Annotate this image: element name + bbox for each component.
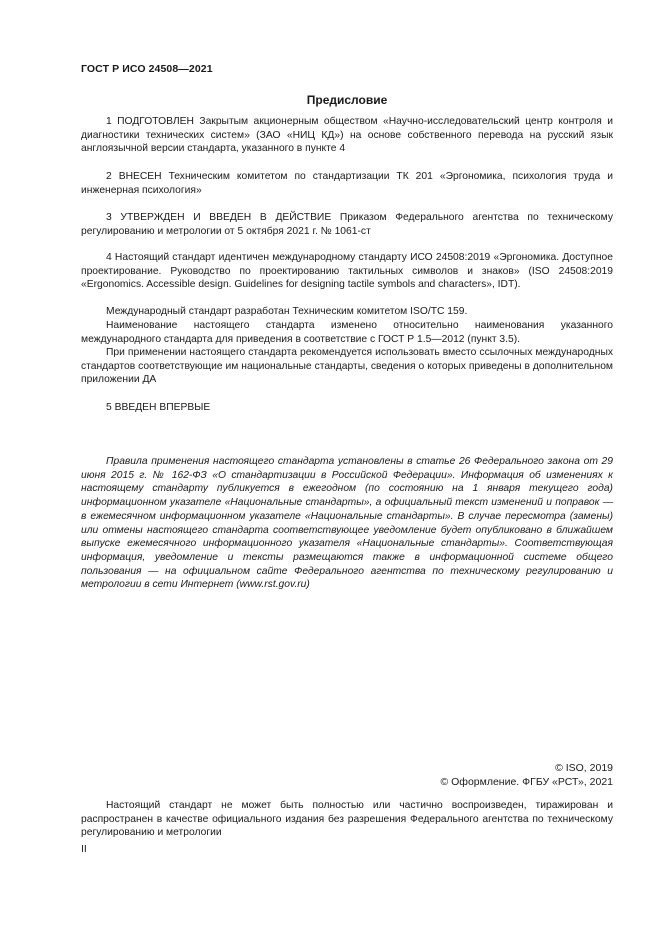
document-code: ГОСТ Р ИСО 24508—2021 [81,63,213,75]
page-title: Предисловие [306,93,388,107]
reproduction-notice: Настоящий стандарт не может быть полностью или частично воспроизведен, тиражирован и распространен в качестве официального издания без разрешения Федерального агентства по техническому регулированию и метрологии [81,800,613,839]
paragraph-approved: 3 УТВЕРЖДЕН И ВВЕДЕН В ДЕЙСТВИЕ Приказом Федерального агентства по техническому регулированию и метрологии от 5 октября 2021 г. № 1061-ст [81,212,613,237]
paragraph-references: При применении настоящего стандарта рекомендуется использовать вместо ссылочных международных стандартов соответствующие им национальные стандарты, сведения о которых приведены в дополнительном приложении ДА [81,347,613,386]
paragraph-identical: 4 Настоящий стандарт идентичен международному стандарту ИСО 24508:2019 «Эргономика. Доступное проектирование. Руководство по проектированию тактильных символов и знаков» (ISO 24508:2019 «Ergonomics. Accessible design. Guidelines for designing tactile symbols and characters», IDT). [81,252,613,291]
paragraph-introduced: 2 ВНЕСЕН Техническим комитетом по стандартизации ТК 201 «Эргономика, психология труда и инженерная психология» [81,171,613,196]
paragraph-first-introduced: 5 ВВЕДЕН ВПЕРВЫЕ [106,402,211,413]
copyright-iso: © ISO, 2019 [555,762,613,774]
paragraph-prepared: 1 ПОДГОТОВЛЕН Закрытым акционерным обществом «Научно-исследовательский центр контроля и диагностики технических систем» (ЗАО «НИЦ КД») на основе собственного перевода на русский язык англоязычной версии стандарта, указанного в пункте 4 [81,116,613,155]
page-number: II [81,843,87,855]
application-rules-note: Правила применения настоящего стандарта установлены в статье 26 Федерального закона от 29 июня 2015 г. № 162-ФЗ «О стандартизации в Российской Федерации». Информация об изменениях к настоящему стандарту публикуется в ежегодном (по состоянию на 1 января текущего года) информационном указателе «Национальные стандарты», а официальный текст изменений и поправок — в ежемесячном информационном указателе «Национальные стандарты». В случае пересмотра (замены) или отмены настоящего стандарта соответствующее уведомление будет опубликовано в ближайшем выпуске ежемесячного информационного указателя «Национальные стандарты». Соответствующая информация, уведомление и тексты размещаются также в информационной системе общего пользования — на официальном сайте Федерального агентства по техническому регулированию и метрологии в сети Интернет (www.rst.gov.ru) [81,456,613,591]
copyright-design: © Оформление. ФГБУ «РСТ», 2021 [440,776,613,788]
paragraph-developed-by: Международный стандарт разработан Техническим комитетом ISO/TC 159. [106,306,468,317]
document-page [81,0,613,935]
paragraph-name-changed: Наименование настоящего стандарта изменено относительно наименования указанного международного стандарта для приведения в соответствие с ГОСТ Р 1.5—2012 (пункт 3.5). [81,320,613,345]
